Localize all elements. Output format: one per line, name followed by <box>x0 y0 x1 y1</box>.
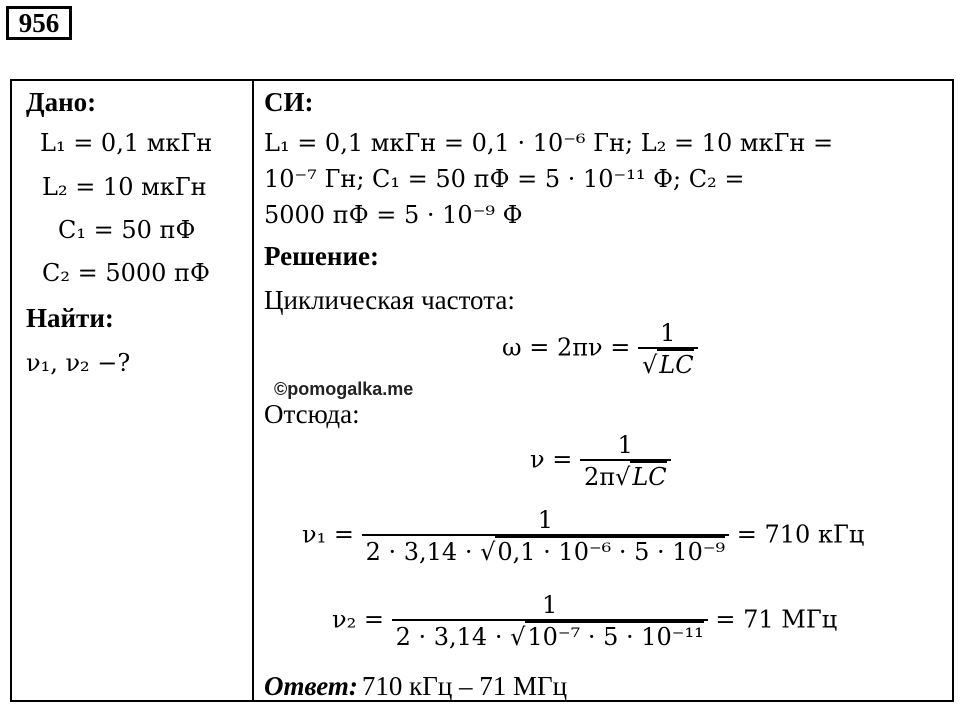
omega-formula <box>502 319 698 379</box>
given-l2: L₂ = 10 мкГн <box>42 173 207 201</box>
nu-den-prefix: 2π <box>583 463 616 491</box>
given-header: Дано: <box>26 87 97 117</box>
si-solution-column <box>254 81 952 700</box>
nu1-sqrt: 0,1 · 10⁻⁶ · 5 · 10⁻⁹ <box>497 538 726 566</box>
solution-text-cyclic: Циклическая частота: <box>264 285 515 315</box>
nu1-den-prefix: 2 · 3,14 · <box>365 538 473 566</box>
nu1-result: = 710 кГц <box>736 520 865 549</box>
solution-table <box>10 79 954 702</box>
answer-line <box>264 671 567 702</box>
nu2-result: = 71 МГц <box>715 605 838 634</box>
si-line3: 5000 пФ = 5 · 10⁻⁹ Ф <box>264 201 523 229</box>
omega-sqrt: LC <box>659 351 694 379</box>
nu2-denominator: 2 · 3,14 · √10⁻⁷ · 5 · 10⁻¹¹ <box>392 619 708 651</box>
nu2-sqrt: 10⁻⁷ · 5 · 10⁻¹¹ <box>527 623 704 651</box>
find-text: ν₁, ν₂ −? <box>26 349 131 377</box>
nu1-numerator: 1 <box>537 506 553 534</box>
nu-fraction <box>580 431 671 491</box>
nu1-lhs: ν₁ = <box>302 520 354 549</box>
nu2-den-prefix: 2 · 3,14 · <box>395 623 503 651</box>
nu2-fraction <box>392 591 708 651</box>
nu-denominator: 2π√LC <box>580 459 671 491</box>
nu2-formula <box>332 591 837 651</box>
si-line2: 10⁻⁷ Гн; C₁ = 50 пФ = 5 · 10⁻¹¹ Ф; C₂ = <box>264 165 745 193</box>
nu2-numerator: 1 <box>542 591 558 619</box>
si-line1: L₁ = 0,1 мкГн = 0,1 · 10⁻⁶ Гн; L₂ = 10 мкГн = <box>264 129 834 157</box>
nu1-formula <box>302 506 864 566</box>
given-c2: C₂ = 5000 пФ <box>42 259 210 287</box>
nu1-fraction <box>362 506 730 566</box>
answer-label: Ответ: <box>264 671 358 701</box>
nu-lhs: ν = <box>530 445 573 474</box>
nu-formula <box>530 431 671 491</box>
problem-number: 956 <box>6 6 72 40</box>
omega-fraction <box>638 319 698 379</box>
solution-header: Решение: <box>264 241 379 271</box>
omega-lhs: ω = 2πν = <box>502 333 631 362</box>
nu-sqrt: LC <box>632 463 667 491</box>
omega-denominator: √LC <box>638 347 698 379</box>
answer-text: 710 кГц – 71 МГц <box>361 671 568 701</box>
si-header: СИ: <box>264 87 314 117</box>
given-column <box>12 81 252 700</box>
solution-text-hence: Отсюда: <box>264 399 360 429</box>
omega-numerator: 1 <box>660 319 676 347</box>
find-header: Найти: <box>26 303 114 333</box>
given-c1: C₁ = 50 пФ <box>58 216 196 244</box>
nu1-denominator: 2 · 3,14 · √0,1 · 10⁻⁶ · 5 · 10⁻⁹ <box>362 534 730 566</box>
nu2-lhs: ν₂ = <box>332 605 384 634</box>
watermark: ©pomogalka.me <box>274 379 414 399</box>
given-l1: L₁ = 0,1 мкГн <box>40 129 213 157</box>
nu-numerator: 1 <box>617 431 633 459</box>
